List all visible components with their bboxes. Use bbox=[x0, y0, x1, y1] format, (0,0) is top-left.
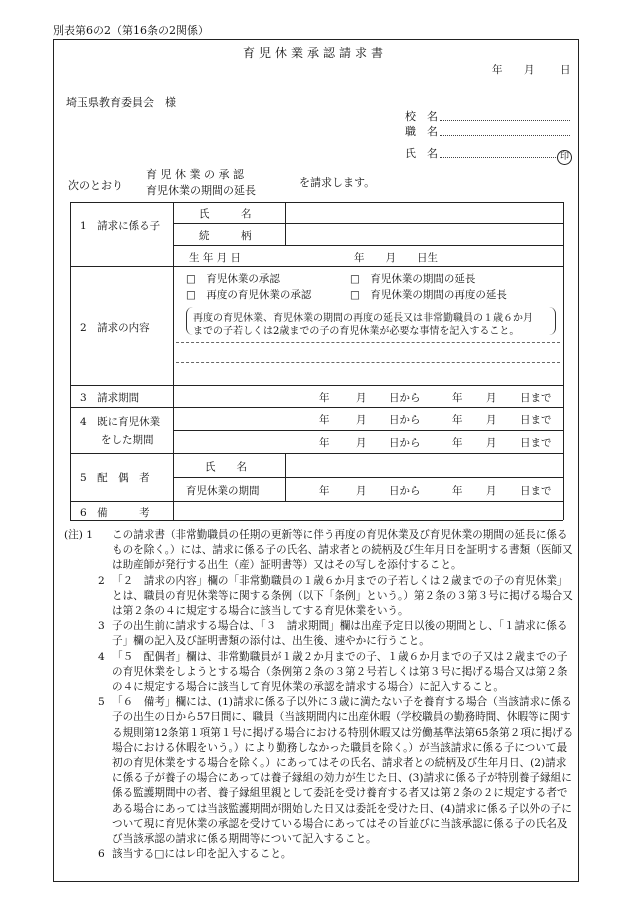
table-top-border bbox=[70, 202, 563, 203]
note-2-text: 「２ 請求の内容」欄の「非常勤職員の１歳６か月までの子若しくは２歳までの子の育児休業」とは、職員の育児休業等に関する条例（以下「条例」という。）第２条の３第３号に掲げる場合又は第２条の４に規定する場合に該当してする育児休業をいう。 bbox=[112, 574, 573, 618]
period-from-month: 月 bbox=[356, 392, 367, 404]
spouse-to-year: 年 bbox=[452, 485, 463, 497]
prior-section-label-2: をした期間 bbox=[101, 434, 154, 446]
prior-1-to-day: 日まで bbox=[520, 414, 552, 426]
school-field[interactable] bbox=[440, 120, 570, 121]
period-section-label: 3 請求期間 bbox=[80, 392, 140, 404]
period-to-year: 年 bbox=[452, 392, 463, 404]
prior-1-from-year: 年 bbox=[319, 414, 330, 426]
prior-section-label-1: 4 既に育児休業 bbox=[80, 416, 161, 428]
child-section-label: 1 請求に係る子 bbox=[80, 220, 161, 232]
content-line-2[interactable] bbox=[176, 362, 560, 363]
prior-2-from-day: 日から bbox=[389, 437, 421, 449]
child-row-divider-2 bbox=[173, 245, 563, 246]
child-name-input[interactable] bbox=[287, 205, 561, 221]
section-divider-5 bbox=[70, 501, 563, 502]
form-reference: 別表第6の2（第16条の2関係） bbox=[53, 24, 209, 37]
prior-2-to-month: 月 bbox=[486, 437, 497, 449]
child-birth-label: 生 年 月 日 bbox=[189, 252, 242, 264]
prior-1-from-month: 月 bbox=[356, 414, 367, 426]
section-divider-1 bbox=[70, 266, 563, 267]
spouse-to-day: 日まで bbox=[520, 485, 552, 497]
prior-1-from-day: 日から bbox=[389, 414, 421, 426]
request-prefix: 次のとおり bbox=[68, 179, 123, 192]
table-right-border bbox=[563, 202, 564, 520]
prior-2-from-month: 月 bbox=[356, 437, 367, 449]
date-month: 月 bbox=[524, 64, 535, 76]
note-6-text: 該当する□にはレ印を記入すること。 bbox=[112, 848, 292, 861]
position-field[interactable] bbox=[440, 135, 570, 136]
note-4-number: 4 bbox=[98, 650, 105, 663]
checkbox-approval[interactable]: □ 育児休業の承認 bbox=[186, 273, 280, 285]
note-4 bbox=[64, 650, 576, 696]
content-section-label: 2 請求の内容 bbox=[80, 322, 150, 334]
note-6-number: 6 bbox=[98, 848, 105, 861]
notes-block bbox=[64, 528, 576, 862]
note-3-number: 3 bbox=[98, 620, 105, 633]
prior-2-from-year: 年 bbox=[319, 437, 330, 449]
checkbox-extension[interactable]: □ 育児休業の期間の延長 bbox=[350, 273, 476, 285]
child-name-label: 氏 名 bbox=[199, 208, 252, 220]
request-option-approval: 育 児 休 業 の 承 認 bbox=[146, 168, 244, 181]
spouse-from-month: 月 bbox=[356, 485, 367, 497]
prior-row-divider bbox=[173, 430, 563, 431]
notes-prefix: (注) 1 bbox=[64, 529, 93, 541]
note-4-text: 「５ 配偶者」欄は、非常勤職員が１歳２か月までの子、１歳６か月までの子又は２歳までの子の育児休業をしようとする場合（条例第２条の３第２号若しくは第３号に掲げる場合又は第２条の４に規定する場合に該当して育児休業の承認を請求する場合）に記入すること。 bbox=[112, 650, 568, 694]
period-from-day: 日から bbox=[389, 392, 421, 404]
note-2 bbox=[64, 574, 576, 620]
spouse-to-month: 月 bbox=[486, 485, 497, 497]
form-title: 育児休業承認請求書 bbox=[242, 46, 387, 60]
table-left-border bbox=[70, 202, 71, 520]
note-1 bbox=[64, 528, 576, 574]
spouse-name-input[interactable] bbox=[287, 455, 561, 475]
table-bottom-border bbox=[70, 520, 563, 521]
guide-line-2: までの子若しくは2歳までの子の育児休業が必要な事情を記入すること。 bbox=[193, 326, 520, 337]
note-5-text: 「６ 備考」欄には、(1)請求に係る子以外に３歳に満たない子を養育する場合（当該請求に係る子の出生の日から57日間に、職員（当該期間内に出産休暇（学校職員の勤務時間、休暇等に関する規則第12条第１項第１号に掲げる場合における特別休暇又は労働基準法第65条第２項に掲げる場合における休暇をいう。）により勤務しなかった職員を除く。）が当該請求に係る子について最初の育児休業をする場合を除く。）にあってはその氏名、請求者との続柄及び生年月日、(2)請求に係る子が養子の場合にあっては養子縁組の効力が生じた日、(3)請求に係る子が特別養子縁組に係る監護期間中の者、養子縁組里親として委託を受け養育する者又は第２条の２に規定する者である場合にあっては当該監護期間が開始した日又は委託を受けた日、(4)請求に係る子以外の子について現に育児休業の承認を受けている場合にあってはその旨並びに当該承認に係る子の氏名及び当該承認の請求に係る期間等について記入すること。 bbox=[112, 696, 574, 846]
date-day: 日 bbox=[560, 64, 571, 76]
prior-1-to-year: 年 bbox=[452, 414, 463, 426]
period-to-day: 日まで bbox=[520, 392, 552, 404]
child-relation-input[interactable] bbox=[287, 226, 561, 243]
seal-stamp-icon: 印 bbox=[557, 150, 572, 165]
guide-line-1: 再度の育児休業、育児休業の期間の再度の延長又は非常勤職員の１歳６か月 bbox=[193, 313, 533, 324]
note-3-text: 子の出生前に請求する場合は、「３ 請求期間」欄は出産予定日以後の期間とし、「１請求に係る子」欄の記入及び証明書類の添付は、出生後、速やかに行うこと。 bbox=[112, 620, 568, 648]
spouse-row-divider bbox=[173, 477, 563, 478]
checkbox-reextension[interactable]: □ 育児休業の期間の再度の延長 bbox=[350, 289, 507, 301]
content-line-1[interactable] bbox=[176, 342, 560, 343]
prior-2-to-year: 年 bbox=[452, 437, 463, 449]
remarks-input[interactable] bbox=[175, 503, 561, 519]
note-1-text: この請求書（非常勤職員の任期の更新等に伴う再度の育児休業及び育児休業の期間の延長に係るものを除く。）には、請求に係る子の氏名、請求者との続柄及び生年月日を証明する書類（医師又は助産師が発行する出生（産）証明書等）又はその写しを添付すること。 bbox=[112, 529, 573, 572]
section-divider-2 bbox=[70, 385, 563, 386]
request-suffix: を請求します。 bbox=[299, 176, 376, 189]
spouse-from-day: 日から bbox=[389, 485, 421, 497]
spouse-name-label: 氏 名 bbox=[205, 461, 247, 473]
spouse-leave-label: 育児休業の期間 bbox=[186, 485, 260, 497]
note-5 bbox=[64, 695, 576, 847]
checkbox-reapproval[interactable]: □ 再度の育児休業の承認 bbox=[186, 289, 312, 301]
spouse-from-year: 年 bbox=[319, 485, 330, 497]
period-to-month: 月 bbox=[486, 392, 497, 404]
table-label-divider bbox=[173, 202, 174, 520]
prior-1-to-month: 月 bbox=[486, 414, 497, 426]
school-label: 校 名 bbox=[405, 110, 438, 123]
child-row-divider-1 bbox=[173, 223, 563, 224]
position-label: 職 名 bbox=[405, 125, 438, 138]
addressee: 埼玉県教育委員会 様 bbox=[66, 96, 176, 109]
prior-2-to-day: 日まで bbox=[520, 437, 552, 449]
date-year: 年 bbox=[492, 64, 503, 76]
request-option-extension: 育児休業の期間の延長 bbox=[146, 184, 256, 197]
child-birth-value: 年 月 日生 bbox=[354, 252, 438, 264]
name-label: 氏 名 bbox=[405, 147, 438, 160]
note-5-number: 5 bbox=[98, 696, 105, 709]
section-divider-3 bbox=[70, 407, 563, 408]
period-from-year: 年 bbox=[319, 392, 330, 404]
note-2-number: 2 bbox=[98, 574, 105, 587]
seal-mark bbox=[557, 144, 572, 165]
section-divider-4 bbox=[70, 453, 563, 454]
remarks-section-label: 6 備 考 bbox=[80, 507, 150, 519]
note-6 bbox=[64, 847, 576, 862]
child-relation-label: 続 柄 bbox=[199, 230, 252, 242]
name-field[interactable] bbox=[440, 157, 558, 158]
spouse-section-label: 5 配 偶 者 bbox=[80, 472, 150, 484]
note-3 bbox=[64, 619, 576, 649]
